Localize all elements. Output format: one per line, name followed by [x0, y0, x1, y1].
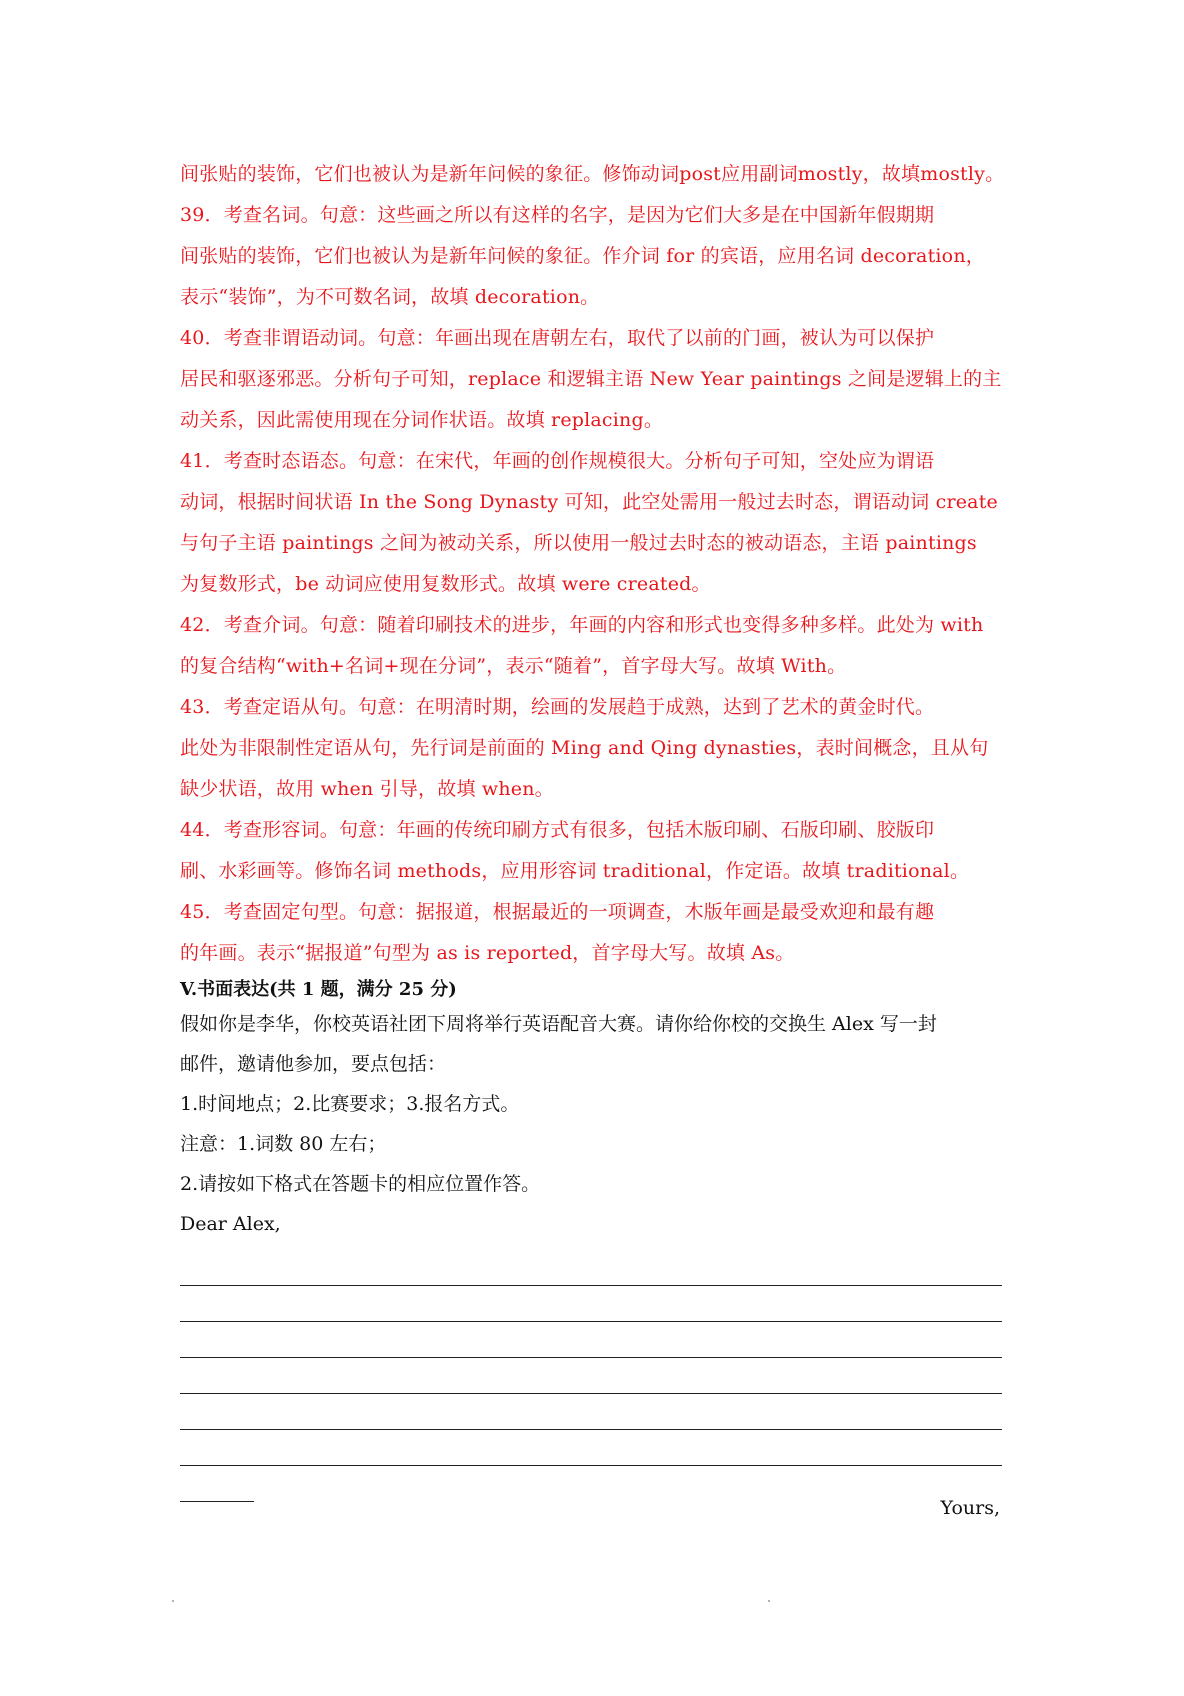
- explanation-line: 与句子主语 paintings 之间为被动关系，所以使用一般过去时态的被动语态，主语 paintings: [180, 532, 977, 554]
- explanation-line: 表示“装饰”，为不可数名词，故填 decoration。: [180, 286, 600, 308]
- explanation-line: 43．考查定语从句。句意：在明清时期，绘画的发展趋于成熟，达到了艺术的黄金时代。: [180, 696, 935, 718]
- answer-line: [180, 1430, 1002, 1466]
- explanation-line: 为复数形式，be 动词应使用复数形式。故填 were created。: [180, 573, 711, 595]
- explanation-line: 动关系，因此需使用现在分词作状语。故填 replacing。: [180, 409, 664, 431]
- explanation-line: 44．考查形容词。句意：年画的传统印刷方式有很多，包括木版印刷、石版印刷、胶版印: [180, 819, 935, 841]
- letter-closing: Yours,: [940, 1497, 1000, 1519]
- prompt-line: 1.时间地点；2.比赛要求；3.报名方式。: [180, 1093, 520, 1115]
- explanation-line: 动词，根据时间状语 In the Song Dynasty 可知，此空处需用一般过去时态，谓语动词 create: [180, 491, 998, 513]
- explanation-line: 间张贴的装饰，它们也被认为是新年问候的象征。作介词 for 的宾语，应用名词 decoration，: [180, 245, 985, 267]
- prompt-line: 2.请按如下格式在答题卡的相应位置作答。: [180, 1173, 541, 1195]
- explanation-line: 41．考查时态语态。句意：在宋代，年画的创作规模很大。分析句子可知，空处应为谓语: [180, 450, 935, 472]
- explanation-line: 39．考查名词。句意：这些画之所以有这样的名字，是因为它们大多是在中国新年假期期: [180, 204, 935, 226]
- explanation-line: 的复合结构“with+名词+现在分词”，表示“随着”，首字母大写。故填 With。: [180, 655, 847, 677]
- prompt-line: 邮件，邀请他参加，要点包括：: [180, 1053, 447, 1075]
- answer-line: [180, 1250, 1002, 1286]
- explanation-line: 40．考查非谓语动词。句意：年画出现在唐朝左右，取代了以前的门画，被认为可以保护: [180, 327, 935, 349]
- explanation-line: 缺少状语，故用 when 引导，故填 when。: [180, 778, 554, 800]
- explanation-line: 42．考查介词。句意：随着印刷技术的进步，年画的内容和形式也变得多种多样。此处为 with: [180, 614, 984, 636]
- page-mark: [768, 1600, 770, 1602]
- letter-salutation: Dear Alex,: [180, 1213, 281, 1235]
- explanation-line: 刷、水彩画等。修饰名词 methods，应用形容词 traditional，作定语。故填 traditional。: [180, 860, 970, 882]
- prompt-line: 注意：1.词数 80 左右；: [180, 1133, 387, 1155]
- page-mark: [172, 1600, 174, 1602]
- prompt-line: 假如你是李华，你校英语社团下周将举行英语配音大赛。请你给你校的交换生 Alex 写一封: [180, 1013, 937, 1035]
- explanation-line: 此处为非限制性定语从句，先行词是前面的 Ming and Qing dynasties，表时间概念，且从句: [180, 737, 989, 759]
- answer-line: [180, 1358, 1002, 1394]
- explanation-line: 45．考查固定句型。句意：据报道，根据最近的一项调查，木版年画是最受欢迎和最有趣: [180, 901, 935, 923]
- page-content: [180, 154, 1005, 1502]
- answer-lines: [180, 1250, 1000, 1502]
- explanation-line: 间张贴的装饰，它们也被认为是新年问候的象征。修饰动词post应用副词mostly，故填mostly。: [180, 163, 1005, 185]
- explanation-line: 的年画。表示“据报道”句型为 as is reported，首字母大写。故填 As。: [180, 942, 795, 964]
- answer-line: [180, 1394, 1002, 1430]
- writing-prompt: [180, 1004, 1000, 1244]
- answer-line-short: [180, 1466, 254, 1502]
- explanation-line: 居民和驱逐邪恶。分析句子可知，replace 和逻辑主语 New Year paintings 之间是逻辑上的主: [180, 368, 1002, 390]
- answer-explanations: [180, 154, 1005, 974]
- answer-line: [180, 1286, 1002, 1322]
- answer-line: [180, 1322, 1002, 1358]
- section-title: V.书面表达(共 1 题，满分 25 分): [180, 979, 457, 1000]
